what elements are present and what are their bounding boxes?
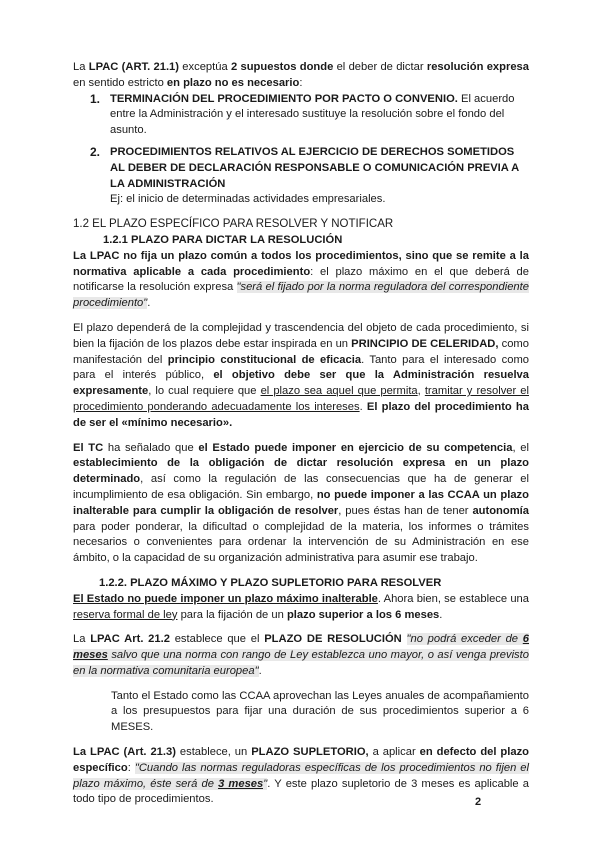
paragraph-plazo-comun: La LPAC no fija un plazo común a todos los procedimientos, sino que se remite a la normativa aplicable a cada procedimiento: el plazo máximo en el que deberá de notificarse la resolución expresa "será el fijado por la norma reguladora del correspondiente procedimiento". xyxy=(73,249,529,310)
list-item: 2. PROCEDIMIENTOS RELATIVOS AL EJERCICIO DE DERECHOS SOMETIDOS AL DEBER DE DECLARACIÓN RESPONSABLE O COMUNICACIÓN PREVIA A LA ADMINISTRACIÓN Ej: el inicio de determinadas actividades empresariales. xyxy=(90,144,519,206)
paragraph-reserva-ley: El Estado no puede imponer un plazo máximo inalterable. Ahora bien, se establece una reserva formal de ley para la fijación de un plazo superior a los 6 meses. xyxy=(73,592,529,621)
section-heading-1-2-2: 1.2.2. PLAZO MÁXIMO Y PLAZO SUPLETORIO PARA RESOLVER xyxy=(99,576,442,589)
list-item: 1. TERMINACIÓN DEL PROCEDIMIENTO POR PACTO O CONVENIO. El acuerdo entre la Administración y el interesado sustituye la resolución sobre el fondo del asunto. xyxy=(90,91,515,137)
page-number: 2 xyxy=(475,796,482,808)
paragraph-plazo-supletorio: La LPAC (Art. 21.3) establece, un PLAZO SUPLETORIO, a aplicar en defecto del plazo específico: "Cuando las normas reguladoras específicas de los procedimientos no fijen el plazo máximo, éste será de 3 meses". Y este plazo supletorio de 3 meses es aplicable a todo tipo de procedimientos. xyxy=(73,746,530,806)
exceptions-list xyxy=(73,92,529,209)
document-body xyxy=(73,60,529,808)
section-heading-1-2-1: 1.2.1 PLAZO PARA DICTAR LA RESOLUCIÓN xyxy=(103,233,343,246)
intro-paragraph: La LPAC (ART. 21.1) exceptúa 2 supuestos donde el deber de dictar resolución expresa en sentido estricto en plazo no es necesario: xyxy=(73,61,529,89)
paragraph-tc: El TC ha señalado que el Estado puede imponer en ejercicio de su competencia, el establecimiento de la obligación de dictar resolución expresa en un plazo determinado, así como la regulación de las consecuencias que ha de generar el incumplimiento de esa obligación. Sin embargo, no puede imponer a las CCAA un plazo inalterable para cumplir la obligación de resolver, pues éstas han de tener autonomía para poder ponderar, la dificultad o complejidad de la materia, los informes o trámites necesarios o convenientes para ordenar la intervención de su Administración en ese ámbito, o la capacidad de su organización administrativa para asumir ese trabajo. xyxy=(73,441,529,565)
paragraph-celeridad: El plazo dependerá de la complejidad y trascendencia del objeto de cada procedimiento, si bien la fijación de los plazos debe estar inspirada en un PRINCIPIO DE CELERIDAD, como manifestación del principio constitucional de eficacia. Tanto para el interesado como para el interés público, el objetivo debe ser que la Administración resuelva expresamente, lo cual requiere que el plazo sea aquel que permita, tramitar y resolver el procedimiento ponderando adecuadamente los intereses. El plazo del procedimiento ha de ser el «mínimo necesario». xyxy=(73,321,529,429)
section-heading-1-2: 1.2 EL PLAZO ESPECÍFICO PARA RESOLVER Y NOTIFICAR xyxy=(73,218,394,231)
paragraph-leyes-acompanamiento: Tanto el Estado como las CCAA aprovechan las Leyes anuales de acompañamiento a los presupuestos para fijar una duración de sus procedimientos superior a 6 MESES. xyxy=(111,689,529,734)
paragraph-plazo-resolucion: La LPAC Art. 21.2 establece que el PLAZO DE RESOLUCIÓN "no podrá exceder de 6 meses salvo que una norma con rango de Ley establezca uno mayor, o así venga previsto en la normativa comunitaria europea". xyxy=(73,633,530,677)
